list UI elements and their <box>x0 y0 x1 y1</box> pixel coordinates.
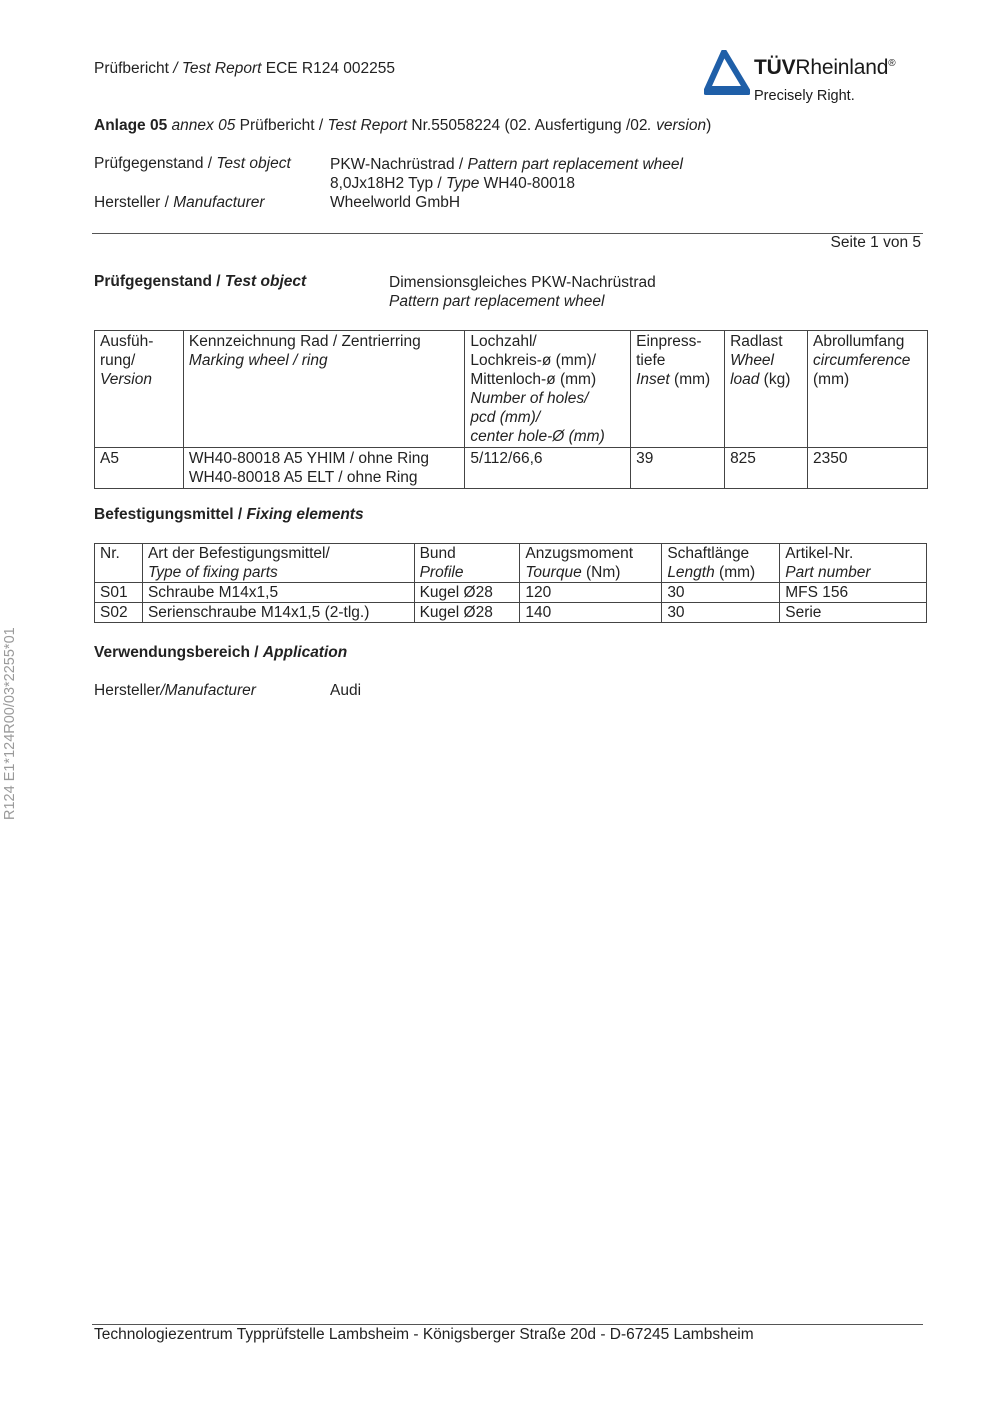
wheel-table <box>94 330 928 489</box>
cell-text: Anzugsmoment <box>525 545 634 562</box>
cell-text: (mm) <box>813 371 850 388</box>
side-approval-code: R124 E1*124R00/03*2255*01 <box>2 627 18 820</box>
test-object-section: Prüfgegenstand / Test object Dimensionsgleiches PKW-Nachrüstrad Pattern part replacement wheel <box>94 273 656 310</box>
cell-text: Lochzahl/ <box>470 333 537 350</box>
cell-text <box>667 563 774 582</box>
cell-text: Tourque <box>525 564 582 581</box>
annex-line: Anlage 05 annex 05 Prüfbericht / Test Report Nr.55058224 (02. Ausfertigung /02. version) <box>94 117 712 134</box>
col-header-circumference <box>808 331 928 448</box>
cell-text <box>636 370 719 389</box>
cell-text: (Nm) <box>581 564 621 581</box>
col-header-holes <box>465 331 631 448</box>
tuv-rheinland-logo <box>704 50 929 112</box>
col-header-inset <box>631 331 725 448</box>
cell-text: Wheel <box>730 352 774 369</box>
cell-text: Profile <box>419 564 464 581</box>
col-header-profile <box>414 544 520 583</box>
cell-text: Part number <box>785 564 871 581</box>
cell-text: circumference <box>813 352 911 369</box>
cell-text: Lochkreis-ø (mm)/ <box>470 352 597 369</box>
cell-text: pcd (mm)/ <box>470 409 541 426</box>
table-header-row <box>95 331 928 448</box>
fixing-elements-title: Befestigungsmittel / Fixing elements <box>94 506 364 523</box>
cell-text: Length <box>667 564 715 581</box>
col-header-type <box>142 544 414 583</box>
manufacturer-header: Hersteller / Manufacturer Wheelworld GmbH <box>94 194 461 211</box>
cell-text: Bund <box>419 545 456 562</box>
logo-brand: TÜVRheinland® <box>754 56 896 79</box>
col-header-nr <box>95 544 143 583</box>
cell-text: Abrollumfang <box>813 333 905 350</box>
cell-text: Ausfüh- <box>100 333 154 350</box>
object-line-1: PKW-Nachrüstrad / Pattern part replacement wheel <box>330 156 683 173</box>
cell-text: Type of fixing parts <box>147 564 278 581</box>
cell-text: Version <box>100 371 152 388</box>
table-header-row <box>95 544 927 583</box>
cell-text: WH40-80018 A5 YHIM / ohne Ring <box>188 450 430 467</box>
footer-divider <box>92 1324 923 1325</box>
cell-text: tiefe <box>636 352 666 369</box>
col-header-part-number <box>780 544 927 583</box>
cell-text: Kennzeichnung Rad / Zentrierring <box>188 333 421 350</box>
cell-text: Marking wheel / ring <box>188 352 328 369</box>
cell-text: WH40-80018 A5 ELT / ohne Ring <box>188 469 418 486</box>
footer-address: Technologiezentrum Typprüfstelle Lambsheim - Königsberger Straße 20d - D-67245 Lambsheim <box>94 1326 754 1343</box>
page-number: Seite 1 von 5 <box>830 234 921 251</box>
cell-text: (kg) <box>759 371 791 388</box>
fixing-table <box>94 543 927 623</box>
cell-text: load <box>730 371 760 388</box>
cell-text: Nr. <box>100 545 120 562</box>
cell-text: Artikel-Nr. <box>785 545 854 562</box>
application-title: Verwendungsbereich / Application <box>94 644 348 661</box>
cell-text: center hole-Ø (mm) <box>470 428 605 445</box>
object-line-2: 8,0Jx18H2 Typ / Type WH40-80018 <box>330 175 575 192</box>
table-row: S01 Schraube M14x1,5 Kugel Ø28 120 30 MFS 156 <box>95 583 927 603</box>
cell-text: (mm) <box>669 371 711 388</box>
table-row: S02 Serienschraube M14x1,5 (2-tlg.) Kugel Ø28 140 30 Serie <box>95 603 927 623</box>
cell-text: Radlast <box>730 333 783 350</box>
col-header-marking <box>183 331 464 448</box>
cell-text: Einpress- <box>636 333 702 350</box>
test-object-header: Prüfgegenstand / Test object PKW-Nachrüstrad / Pattern part replacement wheel 8,0Jx18H2 Typ / Type WH40-80018 <box>94 155 683 192</box>
cell-text <box>730 370 802 389</box>
col-header-length <box>662 544 780 583</box>
cell-text: Number of holes/ <box>470 390 589 407</box>
col-header-torque <box>520 544 662 583</box>
cell-text: Art der Befestigungsmittel/ <box>147 545 330 562</box>
cell-text: (mm) <box>714 564 756 581</box>
cell-text: Inset <box>636 371 670 388</box>
cell-text: Schaftlänge <box>667 545 750 562</box>
table-row: A5 WH40-80018 A5 YHIM / ohne Ring WH40-80018 A5 ELT / ohne Ring 5/112/66,6 39 825 2350 <box>95 448 928 489</box>
logo-claim: Precisely Right. <box>754 88 855 104</box>
header-divider <box>92 233 923 234</box>
report-title: Prüfbericht / Test Report ECE R124 002255 <box>94 60 396 77</box>
cell-text <box>525 563 656 582</box>
application-manufacturer: Hersteller/Manufacturer Audi <box>94 682 362 699</box>
col-header-load <box>725 331 808 448</box>
cell-text: rung/ <box>100 352 136 369</box>
tuv-triangle-icon <box>704 50 750 96</box>
cell-text: Mittenloch-ø (mm) <box>470 371 597 388</box>
col-header-version <box>95 331 184 448</box>
